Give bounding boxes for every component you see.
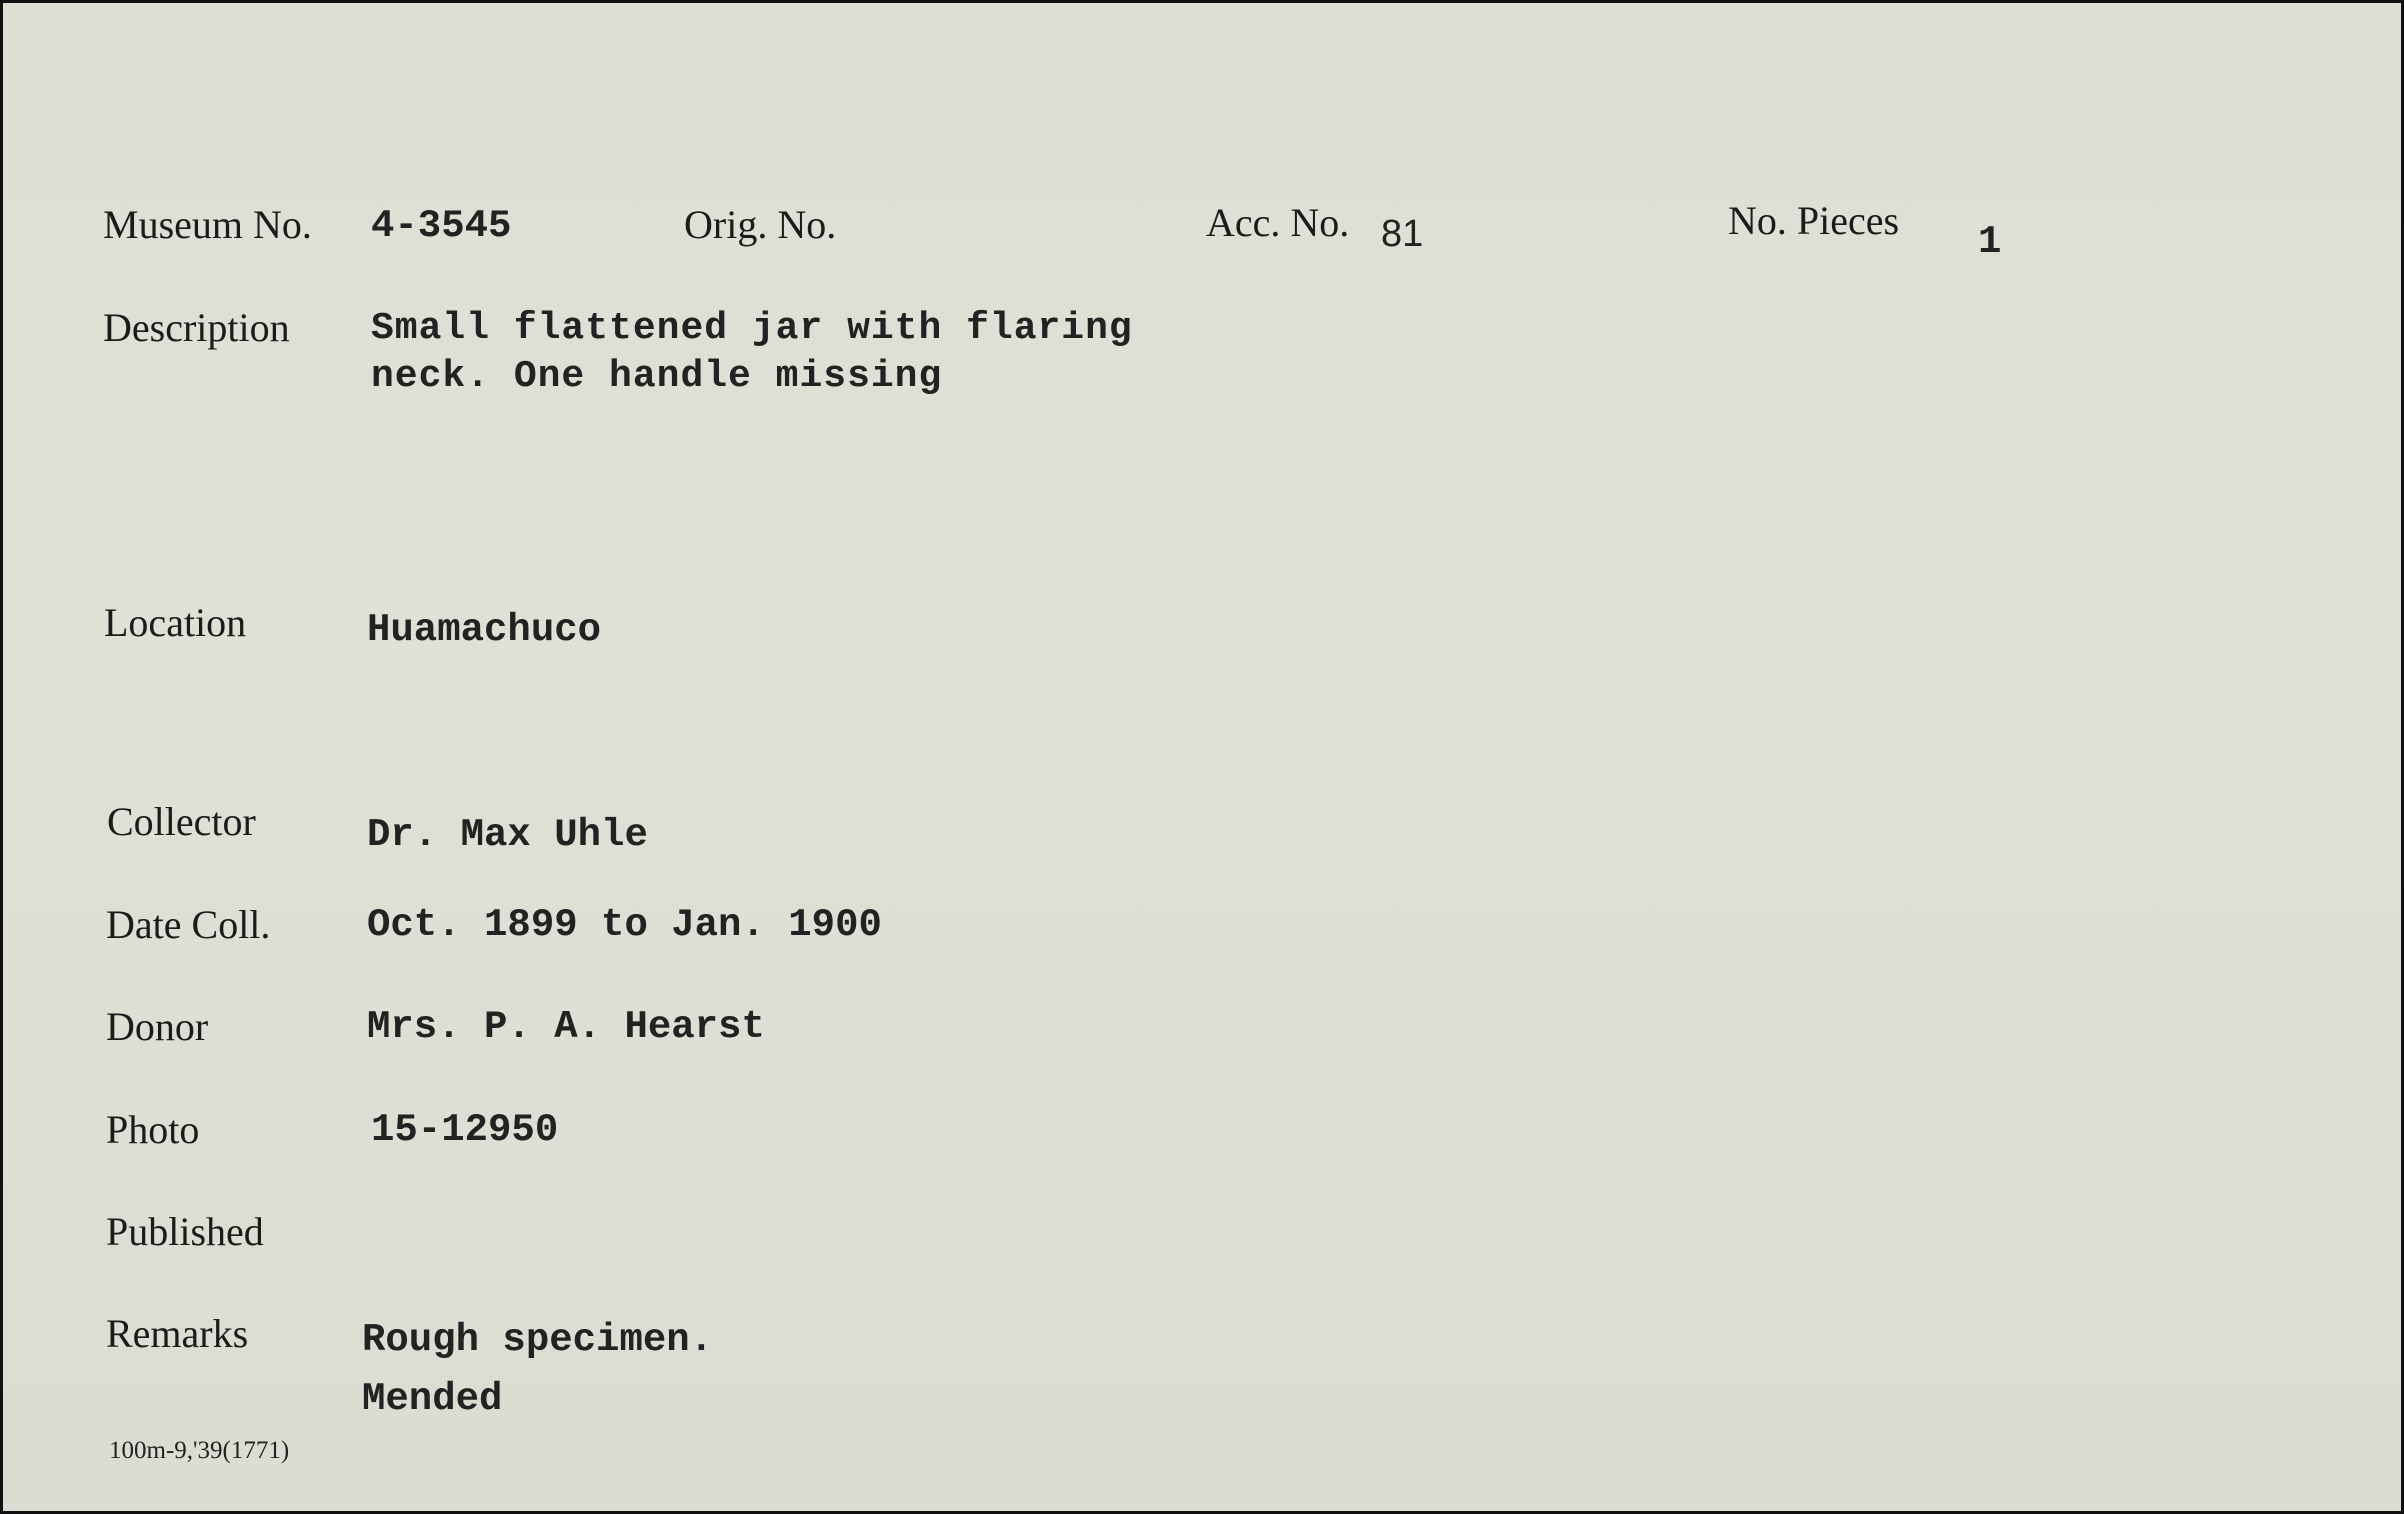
no-pieces-value: 1 — [1978, 220, 2002, 264]
remarks-line-1: Rough specimen. — [362, 1318, 714, 1362]
no-pieces-label: No. Pieces — [1728, 198, 1900, 243]
date-coll-value: Oct. 1899 to Jan. 1900 — [367, 903, 882, 947]
description-label: Description — [103, 305, 290, 350]
location-label: Location — [104, 600, 247, 645]
acc-no-label: Acc. No. — [1206, 200, 1350, 245]
acc-no-value: 81 — [1381, 213, 1424, 255]
orig-no-label: Orig. No. — [684, 202, 837, 247]
museum-no-value: 4-3545 — [371, 204, 512, 248]
museum-no-label: Museum No. — [103, 202, 312, 247]
donor-label: Donor — [106, 1004, 209, 1049]
location-value: Huamachuco — [367, 608, 602, 652]
published-label: Published — [106, 1209, 264, 1254]
donor-value: Mrs. P. A. Hearst — [367, 1005, 765, 1049]
description-value: Small flattened jar with flaring neck. One handle missing — [371, 307, 1133, 398]
remarks-line-2: Mended — [362, 1377, 503, 1421]
date-coll-label: Date Coll. — [106, 902, 271, 947]
print-code: 100m-9,'39(1771) — [109, 1437, 290, 1464]
photo-label: Photo — [106, 1107, 200, 1152]
photo-value: 15-12950 — [371, 1108, 559, 1152]
collector-label: Collector — [107, 799, 256, 844]
collector-value: Dr. Max Uhle — [367, 813, 648, 857]
remarks-label: Remarks — [106, 1311, 249, 1356]
